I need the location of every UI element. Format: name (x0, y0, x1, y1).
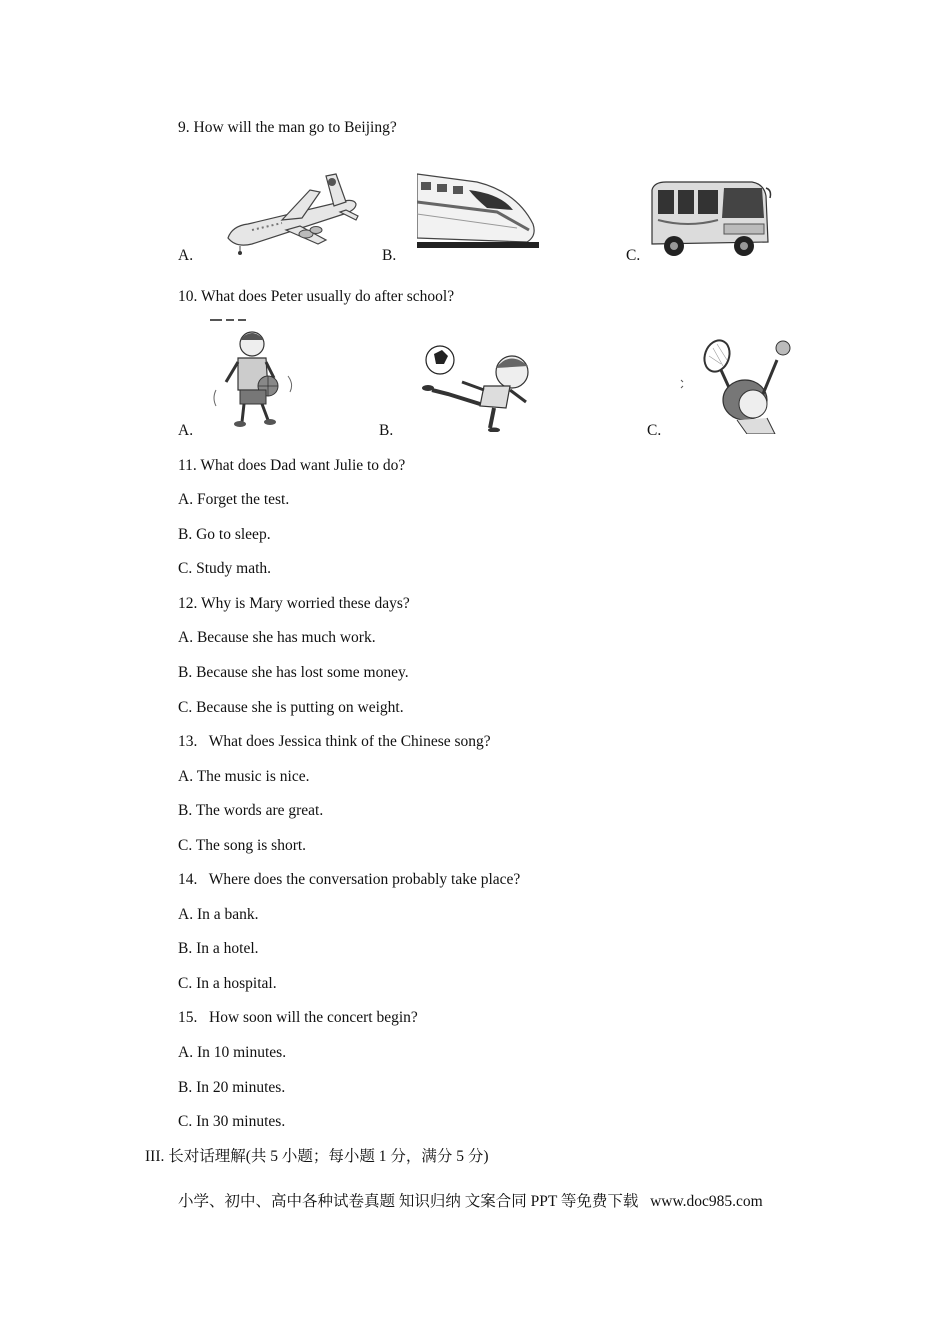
option-letter: B. (178, 526, 193, 543)
question-9 (178, 118, 397, 138)
question-text: Where does the conversation probably take place? (208, 871, 521, 888)
section-heading: III. 长对话理解(共 5 小题；每小题 1 分，满分 5 分) (145, 1148, 489, 1165)
option-c (178, 836, 306, 856)
option-letter-a: A. (178, 422, 194, 439)
option-a (178, 628, 376, 648)
question-text: What does Dad want Julie to do? (200, 457, 406, 474)
option-letter: C. (178, 837, 193, 854)
option-letter: A. (178, 1044, 194, 1061)
option-letter: A. (178, 629, 194, 646)
option-a (178, 490, 289, 510)
question-12 (178, 594, 410, 614)
option-text: In a bank. (196, 906, 259, 923)
footer-text: 小学、初中、高中各种试卷真题 知识归纳 文案合同 PPT 等免费下载 (178, 1193, 639, 1210)
option-letter: B. (178, 802, 193, 819)
option-text: In a hospital. (196, 975, 277, 992)
option-letter: C. (178, 1113, 193, 1130)
option-letter: B. (178, 940, 193, 957)
question-14 (178, 870, 520, 890)
option-letter-c: C. (647, 422, 662, 439)
high-speed-train-image (417, 168, 539, 252)
question-number: 15. (178, 1009, 198, 1026)
option-c (178, 559, 271, 579)
option-b (178, 939, 259, 959)
option-letter: A. (178, 491, 194, 508)
footer-link[interactable]: www.doc985.com (650, 1193, 763, 1210)
option-letter: C. (178, 699, 193, 716)
option-letter: A. (178, 768, 194, 785)
option-a (178, 1043, 286, 1063)
option-b (178, 1078, 285, 1098)
option-letter: B. (178, 664, 193, 681)
option-letter-c: C. (626, 247, 641, 264)
option-letter: C. (178, 975, 193, 992)
option-text: In 20 minutes. (196, 1079, 286, 1096)
option-a (178, 767, 309, 787)
option-text: Because she is putting on weight. (196, 699, 404, 716)
option-text: Because she has lost some money. (196, 664, 409, 681)
boy-kicking-football-image (414, 342, 540, 432)
footer (178, 1192, 763, 1212)
option-c (178, 974, 277, 994)
option-c (178, 698, 404, 718)
question-text: What does Jessica think of the Chinese song? (208, 733, 491, 750)
option-c (178, 1112, 285, 1132)
boy-playing-tennis-image (677, 338, 797, 434)
question-text: How will the man go to Beijing? (193, 119, 397, 136)
option-text: The song is short. (195, 837, 307, 854)
option-text: The music is nice. (196, 768, 310, 785)
option-b (178, 525, 271, 545)
bus-image (648, 180, 772, 258)
option-a (178, 905, 259, 925)
option-text: In 10 minutes. (196, 1044, 287, 1061)
boy-playing-basketball-image (208, 318, 298, 430)
option-letter: B. (178, 1079, 193, 1096)
question-text: What does Peter usually do after school? (200, 288, 455, 305)
question-11 (178, 456, 405, 476)
option-text: Go to sleep. (196, 526, 271, 543)
question-number: 13. (178, 733, 198, 750)
question-number: 11. (178, 457, 197, 474)
question-number: 9. (178, 119, 190, 136)
option-letter: A. (178, 906, 194, 923)
airplane-image (222, 168, 362, 256)
question-number: 14. (178, 871, 198, 888)
question-10 (178, 287, 454, 307)
option-text: In a hotel. (196, 940, 259, 957)
option-letter: C. (178, 560, 193, 577)
question-15 (178, 1008, 418, 1028)
option-text: In 30 minutes. (196, 1113, 286, 1130)
option-letter-b: B. (379, 422, 394, 439)
question-13 (178, 732, 491, 752)
option-b (178, 663, 409, 683)
option-text: Because she has much work. (196, 629, 376, 646)
option-text: The words are great. (195, 802, 324, 819)
question-number: 12. (178, 595, 198, 612)
option-b (178, 801, 323, 821)
option-letter-a: A. (178, 247, 194, 264)
option-text: Study math. (196, 560, 272, 577)
question-number: 10. (178, 288, 198, 305)
option-letter-b: B. (382, 247, 397, 264)
option-text: Forget the test. (196, 491, 290, 508)
question-text: Why is Mary worried these days? (200, 595, 410, 612)
question-text: How soon will the concert begin? (209, 1009, 418, 1026)
